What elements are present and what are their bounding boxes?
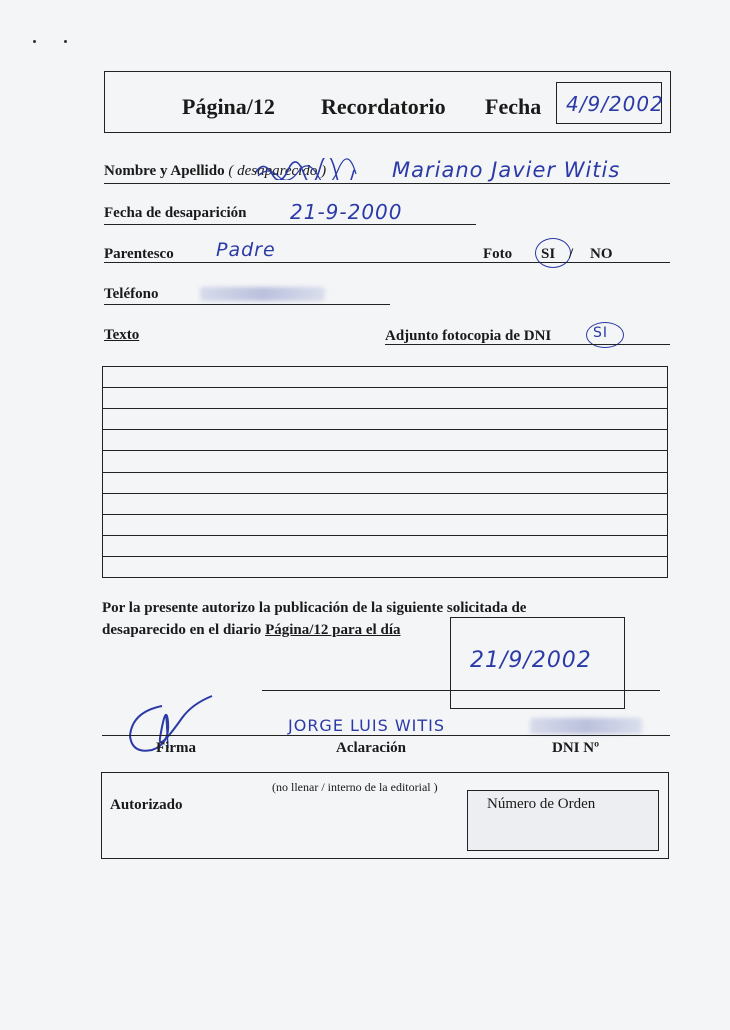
speck [33, 40, 36, 43]
dni-copy-value: SI [593, 325, 609, 341]
photo-no: NO [590, 246, 613, 262]
firma-label: Firma [156, 740, 196, 756]
header-date-value: 4/9/2002 [566, 92, 664, 116]
header-title: Recordatorio [321, 94, 446, 119]
text-line [102, 450, 668, 451]
authorization-line2 [102, 622, 401, 639]
speck [64, 40, 67, 43]
text-label: Texto [104, 327, 140, 343]
photo-label: Foto [483, 246, 513, 262]
text-line [102, 429, 668, 430]
photo-slash: / [569, 246, 574, 262]
dni-copy-underline [385, 344, 670, 345]
dni-redaction [530, 718, 642, 734]
dni-label: DNI Nº [552, 740, 600, 756]
authorization-line1: Por la presente autorizo la publicación de la siguiente solicitada de [102, 600, 527, 616]
relation-label: Parentesco [104, 246, 174, 262]
signature-top-line [262, 690, 660, 691]
text-line [102, 493, 668, 494]
header-date-label: Fecha [485, 94, 542, 119]
disappearance-underline [104, 224, 476, 225]
relation-value: Padre [216, 239, 276, 261]
name-value: Mariano Javier Witis [392, 158, 621, 182]
photo-yes: SI [541, 246, 556, 262]
authorization-line2-suffix: Página/12 para el día [265, 622, 401, 638]
text-line [102, 408, 668, 409]
phone-label: Teléfono [104, 286, 159, 302]
editorial-note: (no llenar / interno de la editorial ) [272, 780, 438, 794]
disappearance-value: 21-9-2000 [290, 200, 403, 224]
aclaracion-value: JORGE LUIS WITIS [288, 716, 445, 735]
name-paren-text: ( desaparecido ) [228, 163, 327, 179]
text-line [102, 514, 668, 515]
relation-underline [104, 262, 670, 263]
signature-bottom-line [102, 735, 670, 736]
authorization-line2-prefix: desaparecido en el diario [102, 622, 262, 638]
disappearance-label: Fecha de desaparición [104, 205, 247, 221]
text-line [102, 472, 668, 473]
name-scribble [254, 158, 360, 180]
name-label-text: Nombre y Apellido [104, 163, 225, 179]
dni-copy-label: Adjunto fotocopia de DNI [385, 328, 552, 344]
order-number-label: Número de Orden [487, 796, 596, 812]
text-line [102, 535, 668, 536]
scribble-icon [254, 158, 360, 180]
header-brand: Página/12 [182, 94, 275, 119]
phone-underline [104, 304, 390, 305]
name-underline [104, 183, 670, 184]
text-line [102, 556, 668, 557]
text-line [102, 387, 668, 388]
publish-date-value: 21/9/2002 [470, 648, 592, 673]
phone-redaction [200, 287, 325, 301]
photo-yes-circle [535, 238, 574, 268]
aclaracion-label: Aclaración [336, 740, 406, 756]
authorized-label: Autorizado [110, 797, 183, 813]
